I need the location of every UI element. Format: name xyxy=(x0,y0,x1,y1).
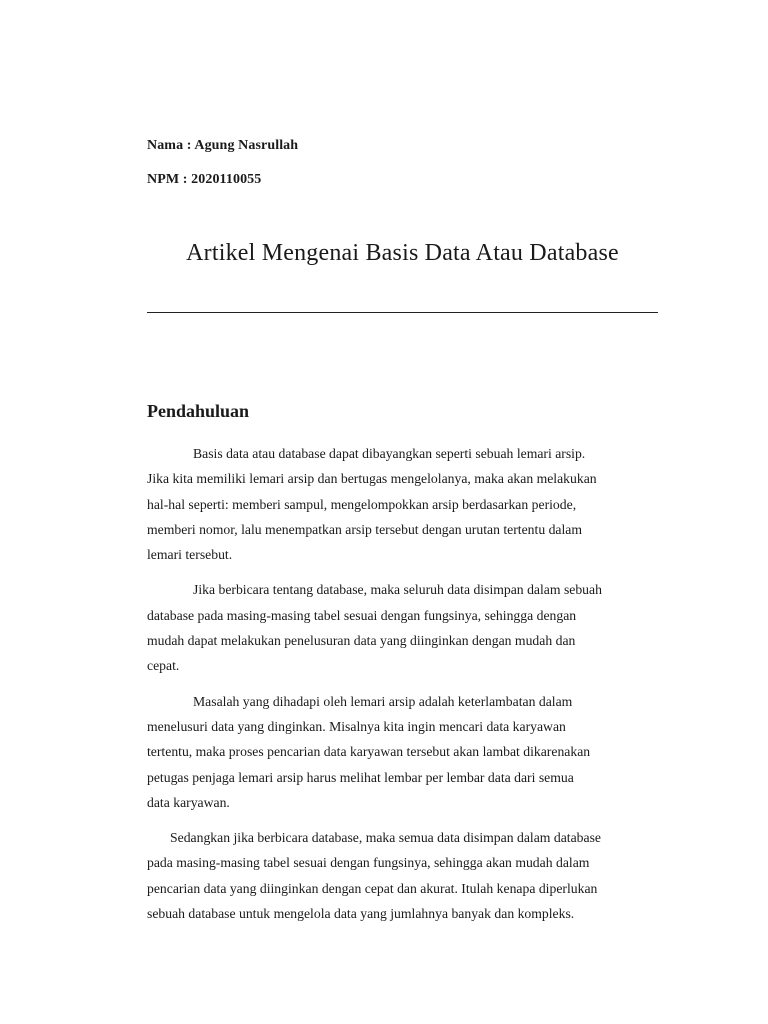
document-title: Artikel Mengenai Basis Data Atau Database xyxy=(186,240,619,266)
text-line: pencarian data yang diinginkan dengan cepat dan akurat. Itulah kenapa diperlukan xyxy=(147,880,598,896)
section-body xyxy=(147,441,667,936)
text-line: hal-hal seperti: memberi sampul, mengelompokkan arsip berdasarkan periode, xyxy=(147,496,577,512)
text-line: Jika berbicara tentang database, maka seluruh data disimpan dalam sebuah xyxy=(193,582,602,598)
paragraph xyxy=(147,689,667,815)
text-line: Basis data atau database dapat dibayangkan seperti sebuah lemari arsip. xyxy=(193,446,586,461)
text-line: cepat. xyxy=(147,658,180,674)
text-line: tertentu, maka proses pencarian data karyawan tersebut akan lambat dikarenakan xyxy=(147,744,591,760)
text-line: Masalah yang dihadapi oleh lemari arsip adalah keterlambatan dalam xyxy=(193,693,573,709)
text-line: petugas penjaga lemari arsip harus melihat lembar per lembar data dari semua xyxy=(147,769,574,785)
paragraph xyxy=(147,577,667,678)
text-line: Sedangkan jika berbicara database, maka semua data disimpan dalam database xyxy=(170,830,601,846)
student-number: NPM : 2020110055 xyxy=(147,172,262,187)
paragraph xyxy=(147,825,667,926)
text-line: database pada masing-masing tabel sesuai dengan fungsinya, sehingga dengan xyxy=(147,607,577,623)
title-divider xyxy=(147,312,658,313)
text-line: memberi nomor, lalu menempatkan arsip tersebut dengan urutan tertentu dalam xyxy=(147,521,583,537)
text-line: mudah dapat melakukan penelusuran data yang diinginkan dengan mudah dan xyxy=(147,633,576,649)
text-line: Jika kita memiliki lemari arsip dan bertugas mengelolanya, maka akan melakukan xyxy=(147,471,597,487)
text-line: menelusuri data yang dinginkan. Misalnya kita ingin mencari data karyawan xyxy=(147,718,566,734)
section-heading: Pendahuluan xyxy=(147,401,250,421)
author-name: Nama : Agung Nasrullah xyxy=(147,138,299,153)
text-line: sebuah database untuk mengelola data yang jumlahnya banyak dan kompleks. xyxy=(147,906,575,922)
paragraph xyxy=(147,441,667,567)
text-line: lemari tersebut. xyxy=(147,547,233,563)
text-line: data karyawan. xyxy=(147,794,230,810)
text-line: pada masing-masing tabel sesuai dengan fungsinya, sehingga akan mudah dalam xyxy=(147,855,590,871)
